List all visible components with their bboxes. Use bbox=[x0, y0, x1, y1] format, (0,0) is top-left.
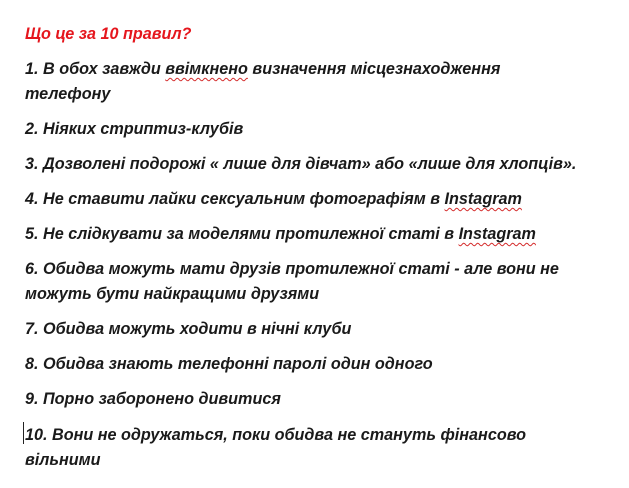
rule-7-text: Обидва можуть ходити в нічні клуби bbox=[38, 320, 352, 338]
rule-2-text: Ніяких стриптиз-клубів bbox=[38, 120, 244, 138]
rule-1-text-b: визначення місцезнаходження bbox=[247, 60, 501, 78]
rule-10[interactable] bbox=[25, 422, 620, 473]
rule-10-text: Вони не одружаться, поки обидва не стануть фінансово bbox=[47, 426, 526, 444]
rule-3-number: 3. bbox=[25, 155, 39, 173]
rule-1-line-1 bbox=[25, 57, 620, 82]
rule-5 bbox=[25, 222, 620, 247]
rule-9-number: 9. bbox=[25, 390, 39, 408]
rule-3-line bbox=[25, 152, 620, 177]
rule-7-line bbox=[25, 317, 620, 342]
page-title: Що це за 10 правил? bbox=[25, 25, 192, 43]
rule-1-text-a: В обох завжди bbox=[38, 60, 166, 78]
rule-10-line-2: вільними bbox=[25, 451, 101, 469]
rule-3 bbox=[25, 152, 620, 177]
rule-6 bbox=[25, 257, 620, 307]
rule-10-line-1[interactable] bbox=[25, 422, 620, 448]
rule-4 bbox=[25, 187, 620, 212]
text-cursor bbox=[23, 422, 24, 444]
rule-1-line-2: телефону bbox=[25, 85, 111, 103]
rule-6-text: Обидва можуть мати друзів протилежної статі - але вони не bbox=[38, 260, 559, 278]
rule-7 bbox=[25, 317, 620, 342]
rule-5-line bbox=[25, 222, 620, 247]
document-body bbox=[25, 22, 620, 483]
rule-6-line-2: можуть бути найкращими друзями bbox=[25, 285, 320, 303]
rule-10-number: 10. bbox=[25, 426, 48, 444]
rule-6-line-1 bbox=[25, 257, 620, 282]
rule-8-line bbox=[25, 352, 620, 377]
rule-9-line bbox=[25, 387, 620, 412]
rule-8-number: 8. bbox=[25, 355, 39, 373]
rule-8-text: Обидва знають телефонні паролі один одного bbox=[38, 355, 433, 373]
rule-2-line bbox=[25, 117, 620, 142]
rule-1 bbox=[25, 57, 620, 107]
rule-4-line bbox=[25, 187, 620, 212]
rule-9 bbox=[25, 387, 620, 412]
rule-4-number: 4. bbox=[25, 190, 39, 208]
rule-4-text: Не ставити лайки сексуальним фотографіям в bbox=[38, 190, 445, 208]
rule-5-number: 5. bbox=[25, 225, 39, 243]
rule-9-text: Порно заборонено дивитися bbox=[38, 390, 281, 408]
rule-3-text: Дозволені подорожі « лише для дівчат» або «лише для хлопців». bbox=[38, 155, 577, 173]
rule-8 bbox=[25, 352, 620, 377]
rule-5-misspelled-word: Instagram bbox=[458, 225, 536, 243]
rule-6-number: 6. bbox=[25, 260, 39, 278]
rule-1-misspelled-word: ввімкнено bbox=[165, 60, 248, 78]
rule-7-number: 7. bbox=[25, 320, 39, 338]
rule-4-misspelled-word: Instagram bbox=[444, 190, 522, 208]
rule-2-number: 2. bbox=[25, 120, 39, 138]
rule-2 bbox=[25, 117, 620, 142]
rule-5-text: Не слідкувати за моделями протилежної статі в bbox=[38, 225, 459, 243]
rule-1-number: 1. bbox=[25, 60, 39, 78]
